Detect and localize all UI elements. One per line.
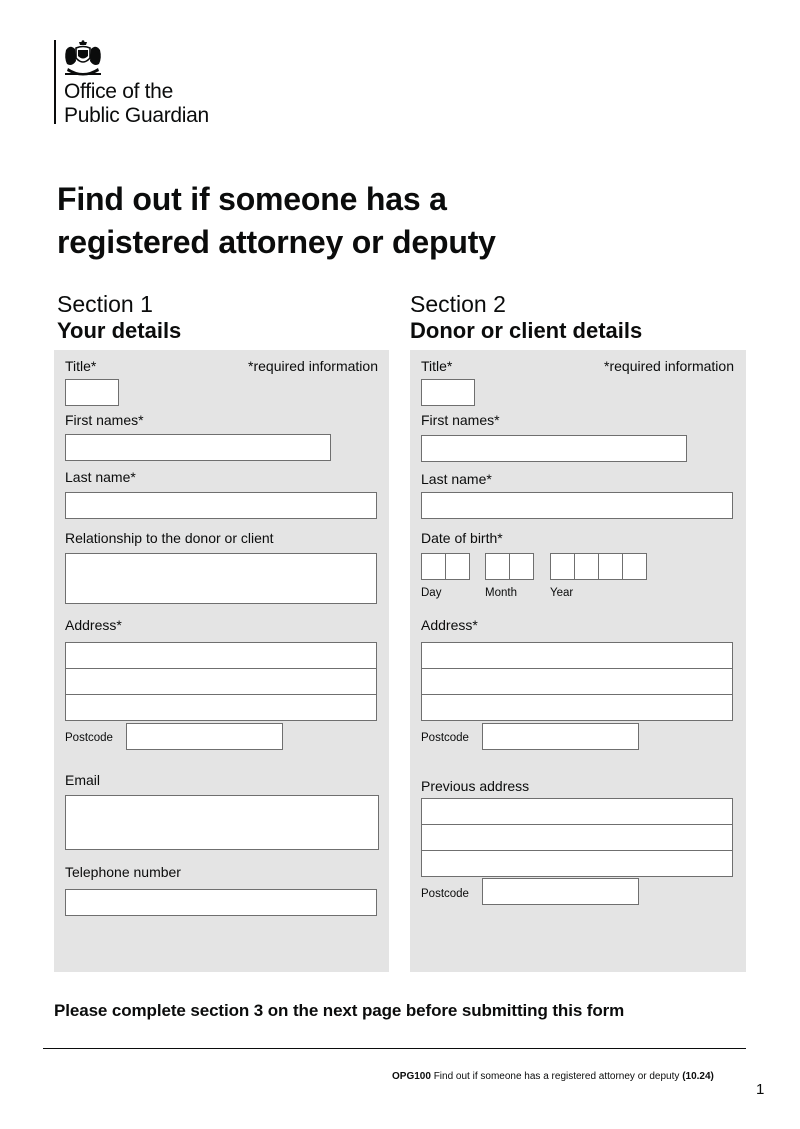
s2-previous-address-line3-input[interactable] bbox=[421, 850, 733, 877]
s2-previous-address-lines bbox=[421, 798, 733, 877]
s1-title-label: Title* bbox=[65, 358, 97, 374]
logo-divider bbox=[54, 40, 56, 124]
page-title bbox=[57, 178, 757, 264]
s2-address-lines bbox=[421, 642, 733, 721]
s1-relationship-input[interactable] bbox=[65, 553, 377, 604]
s2-dob-month-input[interactable] bbox=[485, 553, 533, 580]
s2-last-name-label: Last name* bbox=[421, 471, 492, 487]
form-code: OPG100 bbox=[392, 1071, 431, 1082]
s2-last-name-input[interactable] bbox=[421, 492, 733, 519]
section1-number: Section 1 bbox=[57, 291, 153, 317]
s2-year-label: Year bbox=[550, 587, 574, 599]
s2-month-label: Month bbox=[485, 587, 517, 599]
s2-title-label: Title* bbox=[421, 358, 453, 374]
s2-dob-day-input[interactable] bbox=[421, 553, 469, 580]
s2-dob-year-digit4[interactable] bbox=[622, 553, 647, 580]
s1-last-name-label: Last name* bbox=[65, 469, 136, 485]
royal-coat-of-arms-icon bbox=[62, 40, 104, 78]
s1-first-names-input[interactable] bbox=[65, 434, 331, 461]
section2-number: Section 2 bbox=[410, 291, 506, 317]
s2-previous-address-label: Previous address bbox=[421, 778, 530, 794]
s2-address-line2-input[interactable] bbox=[421, 668, 733, 695]
s2-dob-label: Date of birth* bbox=[421, 530, 503, 546]
s2-previous-address-line1-input[interactable] bbox=[421, 798, 733, 825]
s2-first-names-label: First names* bbox=[421, 412, 500, 428]
form-description: Find out if someone has a registered attorney or deputy bbox=[430, 1071, 683, 1082]
s2-title-input[interactable] bbox=[421, 379, 475, 406]
form-version: (10.24) bbox=[682, 1071, 714, 1082]
section2-name: Donor or client details bbox=[410, 318, 643, 343]
s2-address-line3-input[interactable] bbox=[421, 694, 733, 721]
form-footer bbox=[392, 1071, 714, 1083]
s1-title-input[interactable] bbox=[65, 379, 119, 406]
section2-panel bbox=[410, 350, 746, 972]
s2-previous-postcode-input[interactable] bbox=[482, 878, 639, 905]
s2-first-names-input[interactable] bbox=[421, 435, 687, 462]
s2-address-line1-input[interactable] bbox=[421, 642, 733, 669]
s1-telephone-input[interactable] bbox=[65, 889, 377, 916]
s1-address-label: Address* bbox=[65, 617, 122, 633]
s2-dob-year-digit3[interactable] bbox=[598, 553, 623, 580]
s2-required-note: *required information bbox=[604, 358, 734, 374]
s2-dob-year-input[interactable] bbox=[550, 553, 646, 580]
s1-address-line1-input[interactable] bbox=[65, 642, 377, 669]
s2-dob-month-digit1[interactable] bbox=[485, 553, 510, 580]
s2-dob-year-digit2[interactable] bbox=[574, 553, 599, 580]
s1-address-line3-input[interactable] bbox=[65, 694, 377, 721]
s2-address-label: Address* bbox=[421, 617, 478, 633]
page-title-line2: registered attorney or deputy bbox=[57, 224, 496, 260]
page-number: 1 bbox=[756, 1081, 765, 1098]
s2-postcode-label: Postcode bbox=[421, 732, 469, 744]
footer-divider bbox=[43, 1048, 746, 1049]
page-title-line1: Find out if someone has a bbox=[57, 181, 447, 217]
s1-postcode-label: Postcode bbox=[65, 732, 113, 744]
s2-dob-day-digit1[interactable] bbox=[421, 553, 446, 580]
s1-postcode-input[interactable] bbox=[126, 723, 283, 750]
s1-telephone-label: Telephone number bbox=[65, 864, 181, 880]
s1-address-lines bbox=[65, 642, 377, 721]
s1-relationship-label: Relationship to the donor or client bbox=[65, 530, 274, 546]
s1-required-note: *required information bbox=[248, 358, 378, 374]
s2-day-label: Day bbox=[421, 587, 442, 599]
organisation-name-line2: Public Guardian bbox=[64, 104, 209, 127]
s1-email-input[interactable] bbox=[65, 795, 379, 850]
s2-dob-day-digit2[interactable] bbox=[445, 553, 470, 580]
organisation-name-line1: Office of the bbox=[64, 80, 173, 103]
s2-dob-year-digit1[interactable] bbox=[550, 553, 575, 580]
s1-first-names-label: First names* bbox=[65, 412, 144, 428]
s2-dob-month-digit2[interactable] bbox=[509, 553, 534, 580]
s2-postcode-input[interactable] bbox=[482, 723, 639, 750]
s1-last-name-input[interactable] bbox=[65, 492, 377, 519]
s1-address-line2-input[interactable] bbox=[65, 668, 377, 695]
organisation-name bbox=[64, 80, 209, 128]
section1-name: Your details bbox=[57, 318, 182, 343]
s2-previous-postcode-label: Postcode bbox=[421, 888, 469, 900]
s2-previous-address-line2-input[interactable] bbox=[421, 824, 733, 851]
s1-email-label: Email bbox=[65, 772, 101, 788]
submission-note: Please complete section 3 on the next page before submitting this form bbox=[54, 1001, 625, 1020]
section1-panel bbox=[54, 350, 389, 972]
